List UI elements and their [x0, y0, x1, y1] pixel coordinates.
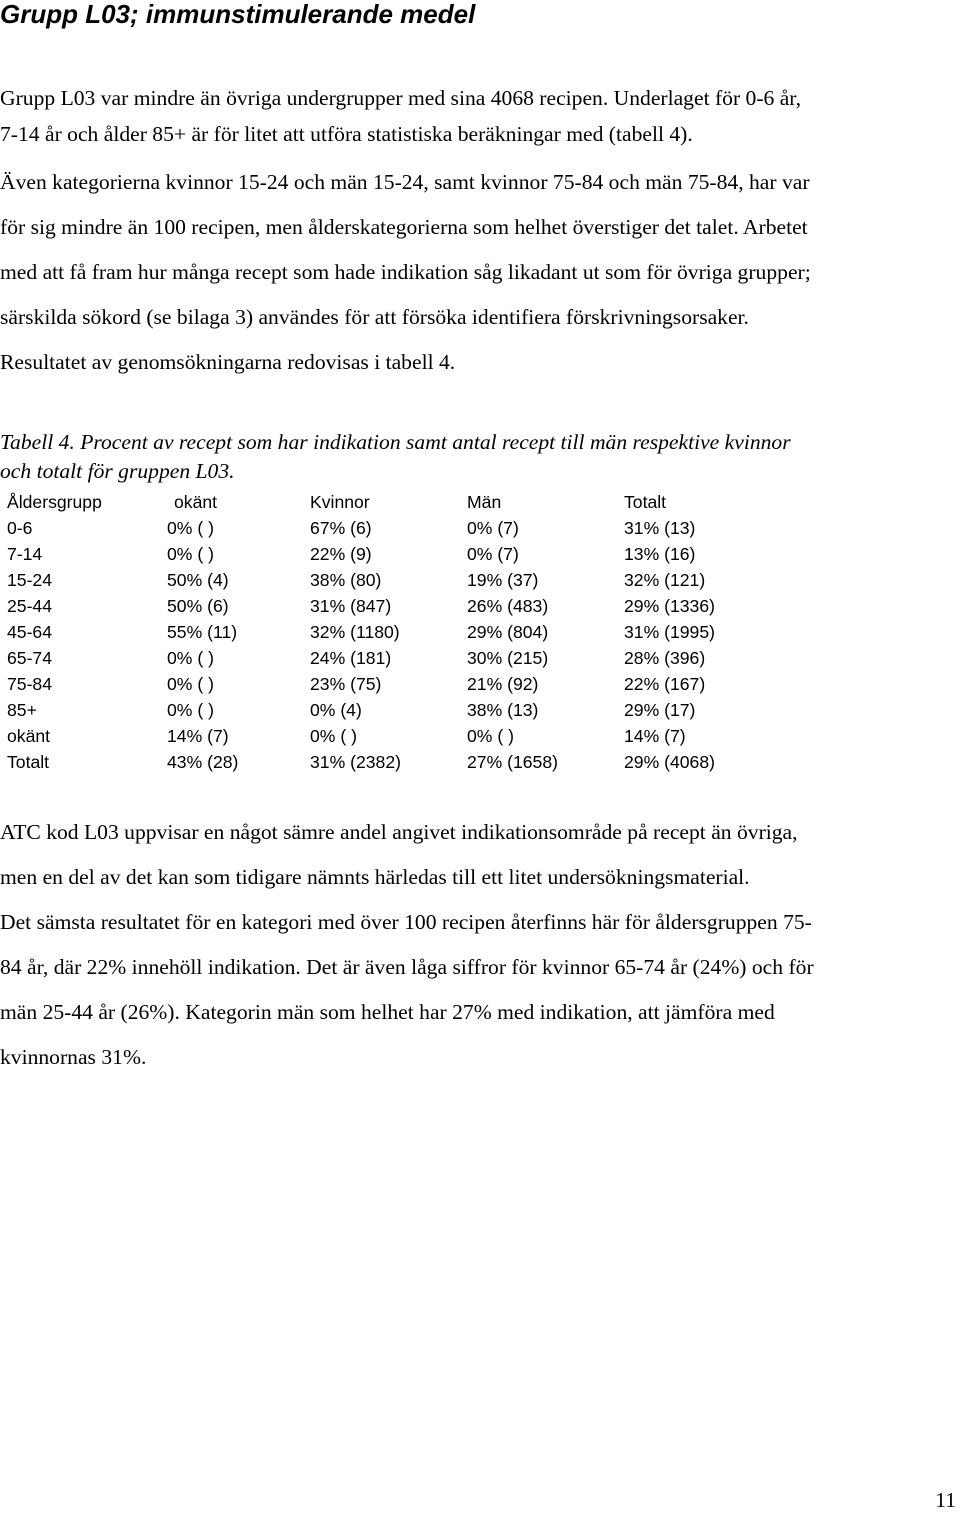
cell-age-group: 7-14 [7, 544, 43, 564]
cell-total: 14% (7) [624, 726, 686, 746]
table-header-row [7, 489, 767, 515]
cell-women: 24% (181) [310, 648, 392, 668]
table-row [7, 697, 767, 723]
cell-unknown: 0% ( ) [167, 700, 214, 720]
cell-women: 67% (6) [310, 518, 372, 538]
column-header-women: Kvinnor [310, 492, 370, 512]
cell-age-group: 15-24 [7, 570, 52, 590]
text-line: 7-14 år och ålder 85+ är för litet att utföra statistiska beräkningar med (tabell 4). [0, 122, 693, 146]
cell-women: 32% (1180) [310, 622, 400, 642]
cell-age-group: 65-74 [7, 648, 52, 668]
cell-women: 0% ( ) [310, 726, 357, 746]
cell-unknown: 0% ( ) [167, 518, 214, 538]
intro-paragraph-1 [0, 80, 801, 152]
indication-table [7, 489, 767, 775]
outro-paragraph [0, 810, 814, 1080]
intro-paragraph-2 [0, 160, 811, 385]
cell-women: 23% (75) [310, 674, 382, 694]
cell-women: 22% (9) [310, 544, 372, 564]
cell-age-group: Totalt [7, 752, 50, 772]
cell-women: 38% (80) [310, 570, 382, 590]
table-body [7, 515, 767, 775]
cell-men: 0% (7) [467, 544, 519, 564]
text-line: Resultatet av genomsökningarna redovisas i tabell 4. [0, 350, 456, 374]
text-line: Det sämsta resultatet för en kategori med över 100 recipen återfinns här för åldersgruppen 75- [0, 910, 812, 934]
cell-men: 26% (483) [467, 596, 549, 616]
cell-unknown: 14% (7) [167, 726, 229, 746]
cell-men: 27% (1658) [467, 752, 558, 772]
cell-total: 29% (1336) [624, 596, 715, 616]
text-line: Även kategorierna kvinnor 15-24 och män 15-24, samt kvinnor 75-84 och män 75-84, har var [0, 170, 810, 194]
cell-unknown: 0% ( ) [167, 648, 214, 668]
cell-women: 0% (4) [310, 700, 362, 720]
cell-unknown: 43% (28) [167, 752, 239, 772]
cell-total: 13% (16) [624, 544, 696, 564]
column-header-age-group: Åldersgrupp [7, 492, 102, 512]
cell-unknown: 50% (6) [167, 596, 229, 616]
text-line: kvinnornas 31%. [0, 1045, 147, 1069]
cell-men: 0% (7) [467, 518, 519, 538]
cell-total: 29% (4068) [624, 752, 715, 772]
table-row [7, 671, 767, 697]
table-row [7, 749, 767, 775]
cell-total: 31% (13) [624, 518, 696, 538]
cell-age-group: okänt [7, 726, 51, 746]
text-line: för sig mindre än 100 recipen, men ålderskategorierna som helhet överstiger det talet. Arbetet [0, 215, 808, 239]
table-caption [0, 428, 960, 486]
text-line: Grupp L03 var mindre än övriga undergrupper med sina 4068 recipen. Underlaget för 0-6 år, [0, 86, 802, 110]
text-line: men en del av det kan som tidigare nämnts härledas till ett litet undersökningsmaterial. [0, 865, 750, 889]
table-row [7, 593, 767, 619]
cell-total: 22% (167) [624, 674, 706, 694]
table-row [7, 645, 767, 671]
cell-men: 38% (13) [467, 700, 539, 720]
cell-unknown: 55% (11) [167, 622, 238, 642]
cell-total: 28% (396) [624, 648, 706, 668]
caption-line: och totalt för gruppen L03. [0, 459, 235, 483]
table-row [7, 567, 767, 593]
cell-total: 29% (17) [624, 700, 696, 720]
column-header-men: Män [467, 492, 502, 512]
text-line: 84 år, där 22% innehöll indikation. Det är även låga siffror för kvinnor 65-74 år (24%) och för [0, 955, 814, 979]
cell-age-group: 75-84 [7, 674, 52, 694]
cell-age-group: 45-64 [7, 622, 52, 642]
table-row [7, 541, 767, 567]
table-row [7, 619, 767, 645]
cell-total: 31% (1995) [624, 622, 715, 642]
cell-age-group: 0-6 [7, 518, 33, 538]
caption-line: Tabell 4. Procent av recept som har indikation samt antal recept till män respektive kvinnor [0, 430, 791, 454]
cell-men: 29% (804) [467, 622, 549, 642]
text-line: med att få fram hur många recept som hade indikation såg likadant ut som för övriga grupper; [0, 260, 811, 284]
column-header-unknown: okänt [174, 492, 218, 512]
cell-unknown: 0% ( ) [167, 674, 214, 694]
cell-men: 30% (215) [467, 648, 549, 668]
text-line: män 25-44 år (26%). Kategorin män som helhet har 27% med indikation, att jämföra med [0, 1000, 775, 1024]
table-row [7, 723, 767, 749]
cell-total: 32% (121) [624, 570, 706, 590]
cell-men: 0% ( ) [467, 726, 514, 746]
text-line: ATC kod L03 uppvisar en något sämre andel angivet indikationsområde på recept än övriga, [0, 820, 798, 844]
section-heading: Grupp L03; immunstimulerande medel [0, 0, 476, 29]
text-line: särskilda sökord (se bilaga 3) användes för att försöka identifiera förskrivningsorsaker. [0, 305, 749, 329]
column-header-total: Totalt [624, 492, 667, 512]
page-number: 11 [935, 1488, 956, 1512]
cell-men: 21% (92) [467, 674, 539, 694]
table-row [7, 515, 767, 541]
cell-men: 19% (37) [467, 570, 539, 590]
cell-age-group: 85+ [7, 700, 37, 720]
cell-age-group: 25-44 [7, 596, 52, 616]
cell-unknown: 0% ( ) [167, 544, 214, 564]
cell-women: 31% (2382) [310, 752, 401, 772]
cell-women: 31% (847) [310, 596, 392, 616]
cell-unknown: 50% (4) [167, 570, 229, 590]
